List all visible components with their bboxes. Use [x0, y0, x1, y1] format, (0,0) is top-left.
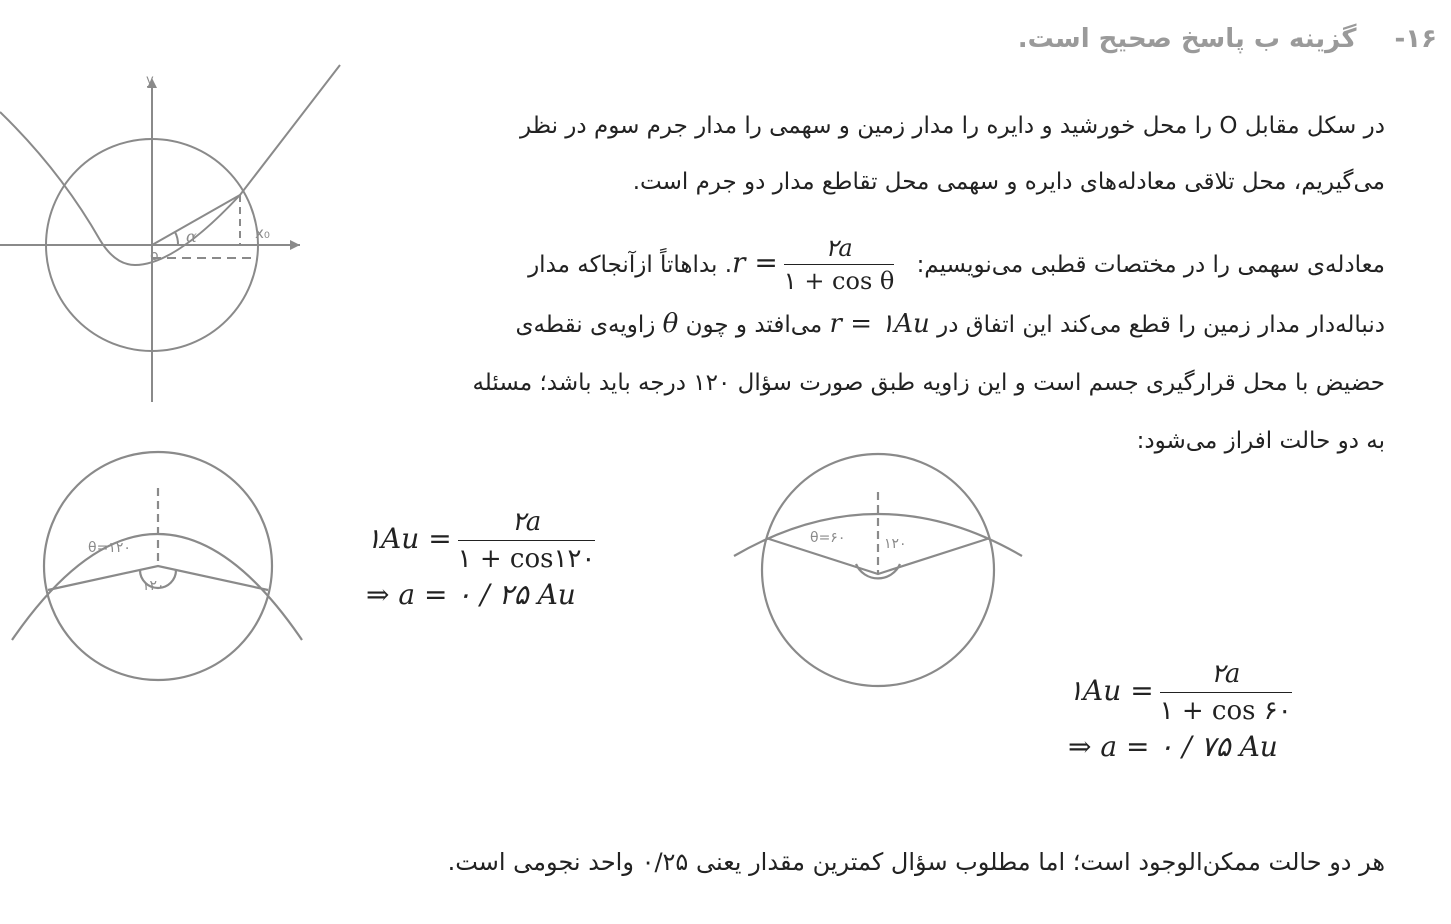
equation-case-2 [1068, 658, 1298, 763]
equation-2-line [1068, 658, 1298, 727]
position-vectors [766, 538, 990, 574]
polar-fraction [784, 234, 895, 295]
equation-2-fraction [1160, 658, 1292, 727]
explanation-text: معادله‌ی سهمی را در مختصات قطبی می‌نویسیم: [916, 252, 1385, 278]
equation-1-fraction [458, 506, 596, 575]
polar-numerator: ۲a [784, 234, 895, 265]
equation-1-lhs: ۱Au = [366, 522, 452, 555]
theta-symbol: θ [662, 309, 679, 339]
polar-equation [732, 234, 909, 295]
angle-arc [175, 232, 178, 245]
equation-1-numerator: ۲a [458, 506, 596, 541]
intro-line-1: در سکل مقابل O را محل خورشید و دایره را مدار زمین و سهمی را مدار جرم سوم در نظر [520, 113, 1385, 139]
explanation-text: می‌افتد و چون [685, 312, 823, 338]
explanation-line-1 [385, 234, 1385, 295]
equation-2-denominator: ۱ + cos ۶۰ [1159, 696, 1292, 726]
answer-statement: گزینه ب پاسخ صحیح است. [1017, 24, 1357, 54]
polar-denominator: ۱ + cos θ [783, 267, 895, 295]
angle-label: ۱۲۰ [142, 578, 165, 594]
x-axis-arrow [290, 240, 300, 250]
question-header [1018, 24, 1437, 54]
explanation-text: زاویه‌ی نقطه‌ی [515, 312, 656, 338]
x0-label: x₀ [255, 224, 270, 242]
explanation-line-2 [385, 295, 1385, 354]
y-label: y [146, 73, 154, 88]
theta-label: θ=۱۲۰ [88, 540, 131, 556]
equation-1-line [366, 506, 601, 575]
paragraph-intro [385, 98, 1385, 210]
intro-line-2: می‌گیریم، محل تلاقی معادله‌های دایره و سهمی محل تقاطع مدار دو جرم است. [632, 169, 1385, 195]
case-2-figure [728, 452, 1028, 697]
explanation-line-3: حضیض با محل قرارگیری جسم است و این زاویه طبق صورت سؤال ۱۲۰ درجه باید باشد؛ مسئله [472, 370, 1385, 396]
paragraph-explanation [385, 234, 1385, 470]
angle-label: ۱۲۰ [884, 536, 907, 552]
question-number: ۱۶- [1394, 24, 1437, 54]
equation-2-numerator: ۲a [1160, 658, 1292, 693]
theta-label: θ=۶۰ [810, 530, 846, 546]
radius-equation: r = ۱Au [829, 309, 930, 339]
equation-case-1 [366, 506, 601, 611]
equation-1-result: ⇒ a = ۰ / ۲۵ Au [366, 578, 576, 611]
explanation-line-4: به دو حالت افراز می‌شود: [1136, 428, 1385, 454]
explanation-text: دنباله‌دار مدار زمین را قطع می‌کند این اتفاق در [937, 312, 1385, 338]
orbit-coordinate-figure [0, 60, 345, 410]
equation-2-result: ⇒ a = ۰ / ۷۵ Au [1068, 730, 1278, 763]
polar-lhs: r = [732, 246, 778, 279]
conclusion-text: هر دو حالت ممکن‌الوجود است؛ اما مطلوب سؤال کمترین مقدار یعنی ۰/۲۵ واحد نجومی است. [447, 848, 1385, 876]
equation-1-denominator: ۱ + cos۱۲۰ [457, 544, 596, 574]
equation-2-lhs: ۱Au = [1068, 674, 1154, 707]
alpha-label: α [186, 227, 197, 246]
explanation-text: . بداهاتاً ازآنجاکه مدار [528, 252, 733, 278]
case-1-figure [0, 448, 310, 688]
origin-label: o [150, 248, 159, 264]
